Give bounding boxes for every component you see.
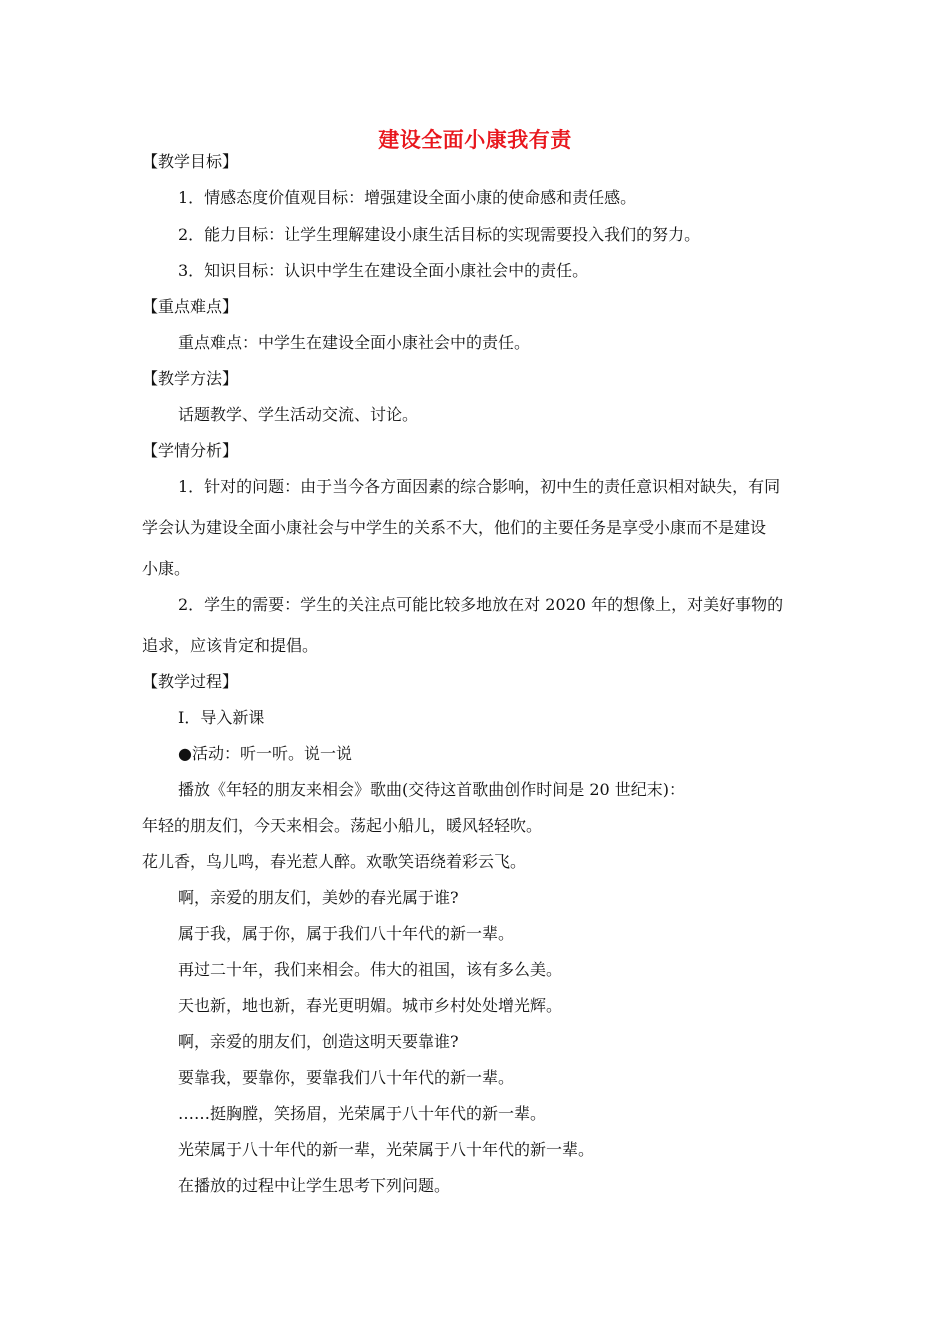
closing-instruction: 在播放的过程中让学生思考下列问题。 xyxy=(178,1176,451,1195)
song-intro: 播放《年轻的朋友来相会》歌曲(交待这首歌曲创作时间是 20 世纪末)： xyxy=(178,780,686,799)
methods-text: 话题教学、学生活动交流、讨论。 xyxy=(178,405,419,424)
section-heading-methods: 【教学方法】 xyxy=(142,369,239,388)
analysis-paragraph-1-line-2: 学会认为建设全面小康社会与中学生的关系不大，他们的主要任务是享受小康而不是建设 xyxy=(142,518,767,537)
analysis-paragraph-2-line-2: 追求，应该肯定和提倡。 xyxy=(142,636,319,655)
section-heading-objectives: 【教学目标】 xyxy=(142,152,239,171)
analysis-paragraph-1-line-1: 1．针对的问题：由于当今各方面因素的综合影响，初中生的责任意识相对缺失，有同 xyxy=(178,477,781,496)
section-heading-key-points: 【重点难点】 xyxy=(142,297,239,316)
lyric-line-9: ……挺胸膛，笑扬眉，光荣属于八十年代的新一辈。 xyxy=(178,1104,547,1123)
section-heading-process: 【教学过程】 xyxy=(142,672,239,691)
activity-label: ●活动：听一听。说一说 xyxy=(178,744,352,763)
lyric-line-8: 要靠我，要靠你，要靠我们八十年代的新一辈。 xyxy=(178,1068,515,1087)
document-title: 建设全面小康我有责 xyxy=(378,128,572,152)
analysis-paragraph-1-line-3: 小康。 xyxy=(142,559,191,578)
lyric-line-10: 光荣属于八十年代的新一辈，光荣属于八十年代的新一辈。 xyxy=(178,1140,595,1159)
lyric-line-5: 再过二十年，我们来相会。伟大的祖国，该有多么美。 xyxy=(178,960,563,979)
lyric-line-7: 啊，亲爱的朋友们，创造这明天要靠谁? xyxy=(178,1032,459,1051)
lyric-line-1: 年轻的朋友们，今天来相会。荡起小船儿，暖风轻轻吹。 xyxy=(142,816,543,835)
objective-item-1: 1．情感态度价值观目标：增强建设全面小康的使命感和责任感。 xyxy=(178,188,637,207)
analysis-paragraph-2-line-1: 2．学生的需要：学生的关注点可能比较多地放在对 2020 年的想像上，对美好事物的 xyxy=(178,595,784,614)
lyric-line-2: 花儿香，鸟儿鸣，春光惹人醉。欢歌笑语绕着彩云飞。 xyxy=(142,852,527,871)
lyric-line-4: 属于我，属于你，属于我们八十年代的新一辈。 xyxy=(178,924,515,943)
key-points-text: 重点难点：中学生在建设全面小康社会中的责任。 xyxy=(178,333,531,352)
process-step-intro: Ⅰ．导入新课 xyxy=(178,708,265,727)
lyric-line-3: 啊，亲爱的朋友们，美妙的春光属于谁? xyxy=(178,888,459,907)
section-heading-analysis: 【学情分析】 xyxy=(142,441,239,460)
objective-item-3: 3．知识目标：认识中学生在建设全面小康社会中的责任。 xyxy=(178,261,589,280)
lyric-line-6: 天也新，地也新，春光更明媚。城市乡村处处增光辉。 xyxy=(178,996,563,1015)
objective-item-2: 2．能力目标：让学生理解建设小康生活目标的实现需要投入我们的努力。 xyxy=(178,225,701,244)
